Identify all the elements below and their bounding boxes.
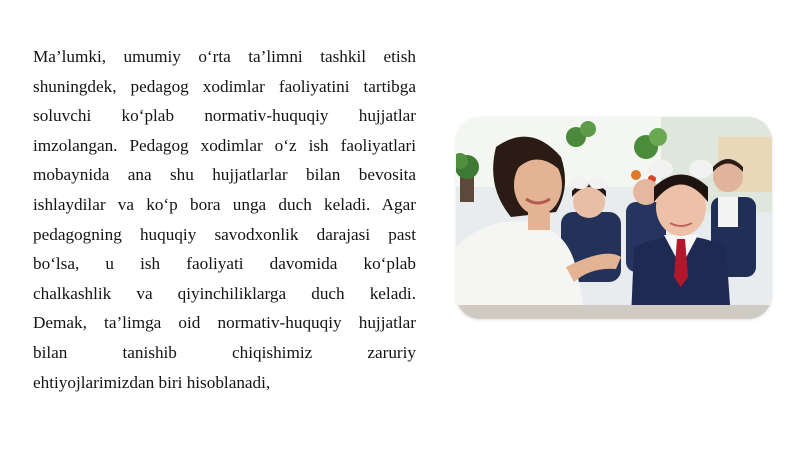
paragraph-line: chalkashlik va qiyinchiliklarga duch keladi.: [33, 283, 416, 303]
paragraph-line: bo‘lsa, u ish faoliyati davomida ko‘plab: [33, 254, 416, 274]
paragraph-line: ehtiyojlarimizdan biri hisoblanadi,: [33, 372, 271, 392]
paragraph-line: mobaynida ana shu hujjatlarlar bilan bevosita: [33, 165, 416, 185]
paragraph-line: ishlaydilar va ko‘p bora unga duch keladi. Agar: [33, 194, 416, 214]
classroom-illustration: [456, 117, 772, 319]
paragraph-line: Demak, ta’limga oid normativ-huquqiy hujjatlar: [33, 313, 416, 333]
paragraph-line: imzolangan. Pedagog xodimlar o‘z ish faoliyatlari: [33, 135, 416, 155]
body-paragraph: [33, 42, 416, 397]
paragraph-line: shuningdek, pedagog xodimlar faoliyatini tartibga: [33, 76, 416, 96]
classroom-photo: [456, 117, 772, 319]
paragraph-line: pedagogning huquqiy savodxonlik darajasi past: [33, 224, 416, 244]
paragraph-line: Ma’lumki, umumiy o‘rta ta’limni tashkil etish: [33, 47, 416, 66]
paragraph-line: bilan tanishib chiqishimiz zaruriy: [33, 342, 416, 362]
paragraph-line: soluvchi ko‘plab normativ-huquqiy hujjatlar: [33, 106, 416, 126]
